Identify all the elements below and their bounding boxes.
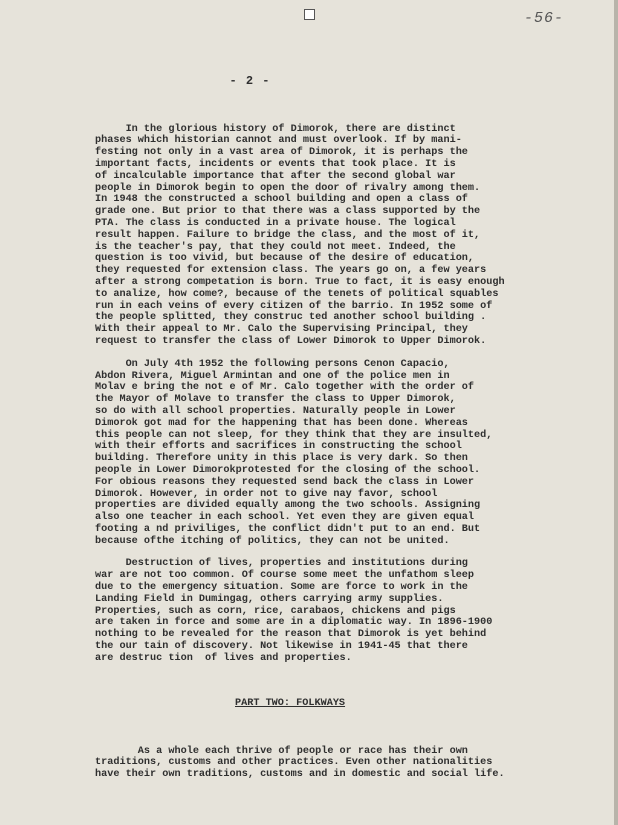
paragraph-1-line: they requested for extension class. The years go on, a few years — [95, 265, 487, 277]
paragraph-1-line: In 1948 the constructed a school building and open a class of — [95, 194, 468, 206]
paragraph-2-line: Dimorok. However, in order not to give nay favor, school — [95, 488, 438, 500]
paragraph-3-line: nothing to be revealed for the reason that Dimorok is yet behind — [95, 629, 487, 641]
paragraph-1-line: important facts, incidents or events that took place. It is — [95, 158, 456, 170]
paragraph-2-line: this people can not sleep, for they think that they are insulted, — [95, 429, 493, 441]
final-paragraph-line: As a whole each thrive of people or race has their own — [95, 745, 468, 757]
paragraph-3-line: are destruc tion of lives and properties. — [95, 652, 352, 664]
paragraph-1-line: question is too vivid, but because of the desire of education, — [95, 253, 475, 265]
folio-number: -56- — [523, 10, 564, 27]
paragraph-2-line: footing a nd priviliges, the conflict didn't put to an end. But — [95, 523, 481, 535]
paragraph-1-line: the people splitted, they construc ted another school building . — [95, 312, 487, 324]
paragraph-1-line: is the teacher's pay, that they could not meet. Indeed, the — [95, 241, 456, 253]
paragraph-3-line: Properties, such as corn, rice, carabaos, chickens and pigs — [95, 605, 456, 617]
paragraph-2-line: the Mayor of Molave to transfer the class to Upper Dimorok, — [95, 394, 456, 406]
paragraph-2-line: building. Therefore unity in this place is very dark. So then — [95, 453, 468, 465]
paragraph-2-line: because ofthe itching of politics, they can not be united. — [95, 535, 450, 547]
punch-hole-mark — [304, 9, 315, 20]
paragraph-3-line: the our tain of discovery. Not likewise in 1941-45 that there — [95, 641, 468, 653]
paragraph-1-line: With their appeal to Mr. Calo the Supervising Principal, they — [95, 324, 468, 336]
paragraph-3-line: are taken in force and some are in a diplomatic way. In 1896-1900 — [95, 617, 493, 629]
paragraph-2-line: For obious reasons they requested send back the class in Lower — [95, 476, 475, 488]
paragraph-1-line: phases which historian cannot and must overlook. If by mani- — [95, 135, 462, 147]
paragraph-2-line: people in Lower Dimorokprotested for the closing of the school. — [95, 464, 481, 476]
paragraph-1-line: to analize, how come?, because of the tenets of political squables — [95, 288, 499, 300]
paragraph-1-line: result happen. Failure to bridge the class, and the most of it, — [95, 229, 481, 241]
paragraph-3-line: due to the emergency situation. Some are force to work in the — [95, 582, 468, 594]
paragraph-1-line: after a strong competation is born. True to fact, it is easy enough — [95, 276, 505, 288]
page-number: - 2 - — [229, 74, 271, 88]
paragraph-1-line: request to transfer the class of Lower Dimorok to Upper Dimorok. — [95, 335, 487, 347]
paragraph-3-line: war are not too common. Of course some meet the unfathom sleep — [95, 570, 475, 582]
final-paragraph-line: have their own traditions, customs and in domestic and social life. — [95, 769, 505, 781]
paragraph-2-line: Abdon Rivera, Miguel Armintan and one of the police men in — [95, 370, 450, 382]
paragraph-2-line: so do with all school properties. Naturally people in Lower — [95, 405, 456, 417]
paragraph-3 — [95, 558, 535, 664]
paragraph-3-line: Destruction of lives, properties and institutions during — [95, 558, 468, 570]
paragraph-2 — [95, 359, 535, 548]
paragraph-2-line: Molav e bring the not e of Mr. Calo together with the order of — [95, 382, 475, 394]
paragraph-3-line: Landing Field in Dumingag, others carrying army supplies. — [95, 593, 444, 605]
paragraph-1-line: In the glorious history of Dimorok, there are distinct — [95, 123, 456, 135]
paragraph-1-line: people in Dimorok begin to open the door of rivalry among them. — [95, 182, 481, 194]
paragraph-2-line: Dimorok got mad for the happening that has been done. Whereas — [95, 417, 468, 429]
document-body — [95, 100, 535, 805]
paragraph-1-line: festing not only in a vast area of Dimorok, it is perhaps the — [95, 147, 468, 159]
final-paragraph — [95, 746, 535, 781]
paragraph-1-line: run in each veins of every citizen of the barrio. In 1952 some of — [95, 300, 493, 312]
final-paragraph-line: traditions, customs and other practices. Even other nationalities — [95, 757, 493, 769]
paragraph-2-line: also one teacher in each school. Yet even they are given equal — [95, 512, 475, 524]
paragraph-1-line: PTA. The class is conducted in a private house. The logical — [95, 217, 456, 229]
paragraph-2-line: properties are divided equally among the two schools. Assigning — [95, 500, 481, 512]
section-heading: PART TWO: FOLKWAYS — [235, 698, 346, 710]
paragraph-2-line: On July 4th 1952 the following persons Cenon Capacio, — [95, 358, 450, 370]
paragraph-1-line: grade one. But prior to that there was a class supported by the — [95, 206, 481, 218]
paragraph-2-line: with their efforts and sacrifices in constructing the school — [95, 441, 462, 453]
paragraph-1-line: of incalculable importance that after the second global war — [95, 170, 456, 182]
paragraph-1 — [95, 124, 535, 348]
